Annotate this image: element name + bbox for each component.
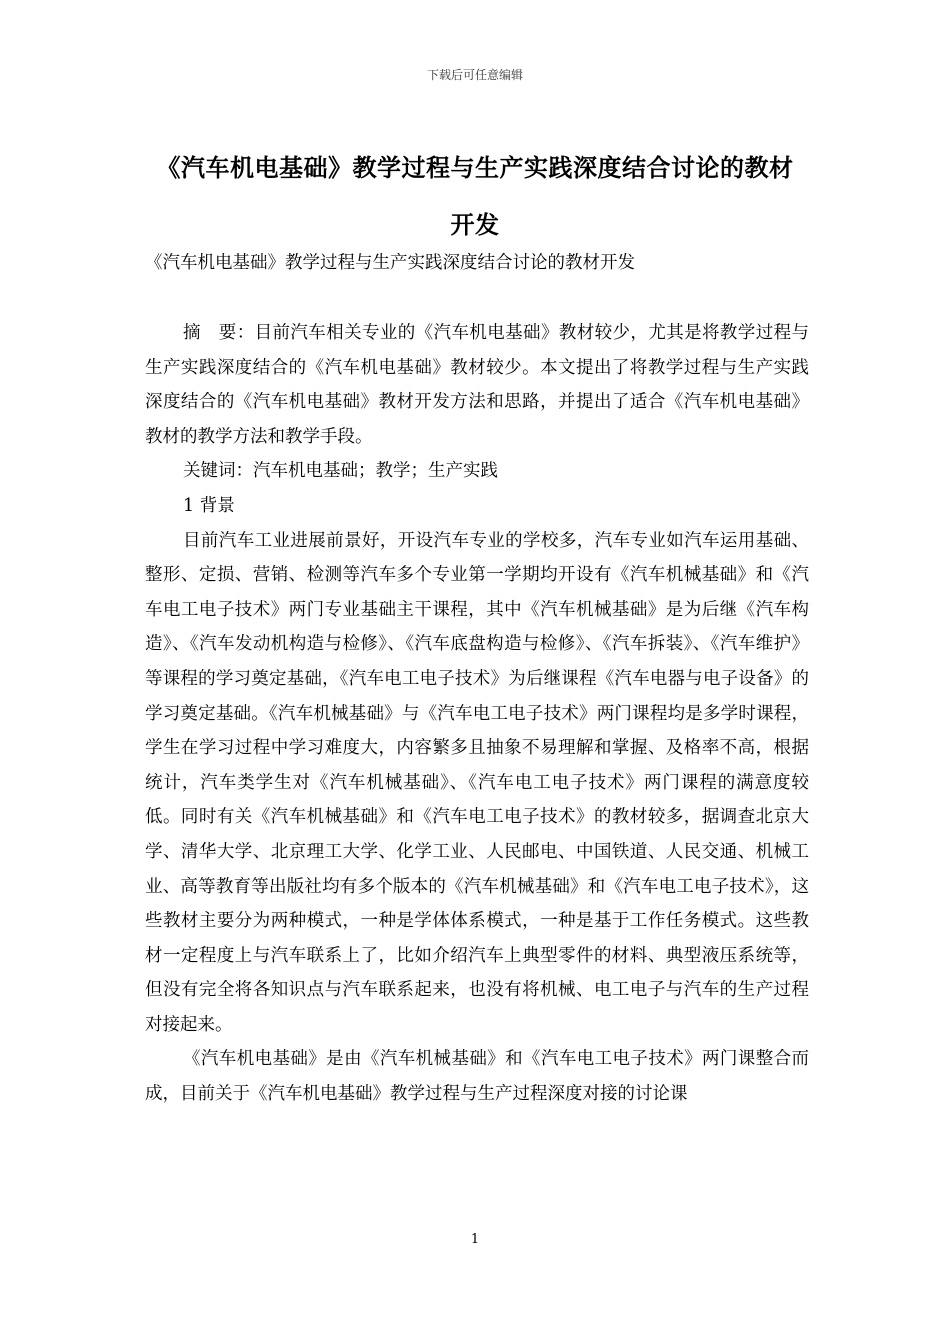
body-paragraph-1: 目前汽车工业进展前景好，开设汽车专业的学校多，汽车专业如汽车运用基础、整形、定损、营销、检测等汽车多个专业第一学期均开设有《汽车机械基础》和《汽车电工电子技术》两门专业基础主干课程，其中《汽车机械基础》是为后继《汽车构造》、《汽车发动机构造与检修》、《汽车底盘构造与检修》、《汽车拆装》、《汽车维护》等课程的学习奠定基础，《汽车电工电子技术》为后继课程《汽车电器与电子设备》的学习奠定基础。《汽车机械基础》与《汽车电工电子技术》两门课程均是多学时课程，学生在学习过程中学习难度大，内容繁多且抽象不易理解和掌握、及格率不高，根据统计，汽车类学生对《汽车机械基础》、《汽车电工电子技术》两门课程的满意度较低。同时有关《汽车机械基础》和《汽车电工电子技术》的教材较多，据调查北京大学、清华大学、北京理工大学、化学工业、人民邮电、中国铁道、人民交通、机械工业、高等教育等出版社均有多个版本的《汽车机械基础》和《汽车电工电子技术》，这些教材主要分为两种模式，一种是学体体系模式，一种是基于工作任务模式。这些教材一定程度上与汽车联系上了，比如介绍汽车上典型零件的材料、典型液压系统等，但没有完全将各知识点与汽车联系起来，也没有将机械、电工电子与汽车的生产过程对接起来。 bbox=[145, 530, 809, 1035]
document-title: 《汽车机电基础》教学过程与生产实践深度结合讨论的教材开发 bbox=[156, 154, 794, 239]
section-heading: 1 背景 bbox=[183, 495, 235, 516]
document-body bbox=[145, 316, 809, 1112]
header-note: 下载后可任意编辑 bbox=[426, 68, 523, 82]
page-number: 1 bbox=[470, 1232, 480, 1247]
keywords-line: 关键词：汽车机电基础；教学；生产实践 bbox=[183, 461, 498, 482]
body-paragraph-2: 《汽车机电基础》是由《汽车机械基础》和《汽车电工电子技术》两门课整合而成，目前关于《汽车机电基础》教学过程与生产过程深度对接的讨论课 bbox=[145, 1049, 809, 1105]
document-subtitle: 《汽车机电基础》教学过程与生产实践深度结合讨论的教材开发 bbox=[145, 253, 635, 273]
abstract-paragraph: 摘 要：目前汽车相关专业的《汽车机电基础》教材较少，尤其是将教学过程与生产实践深度结合的《汽车机电基础》教材较少。本文提出了将教学过程与生产实践深度结合的《汽车机电基础》教材开发方法和思路，并提出了适合《汽车机电基础》教材的教学方法和教学手段。 bbox=[145, 323, 809, 447]
